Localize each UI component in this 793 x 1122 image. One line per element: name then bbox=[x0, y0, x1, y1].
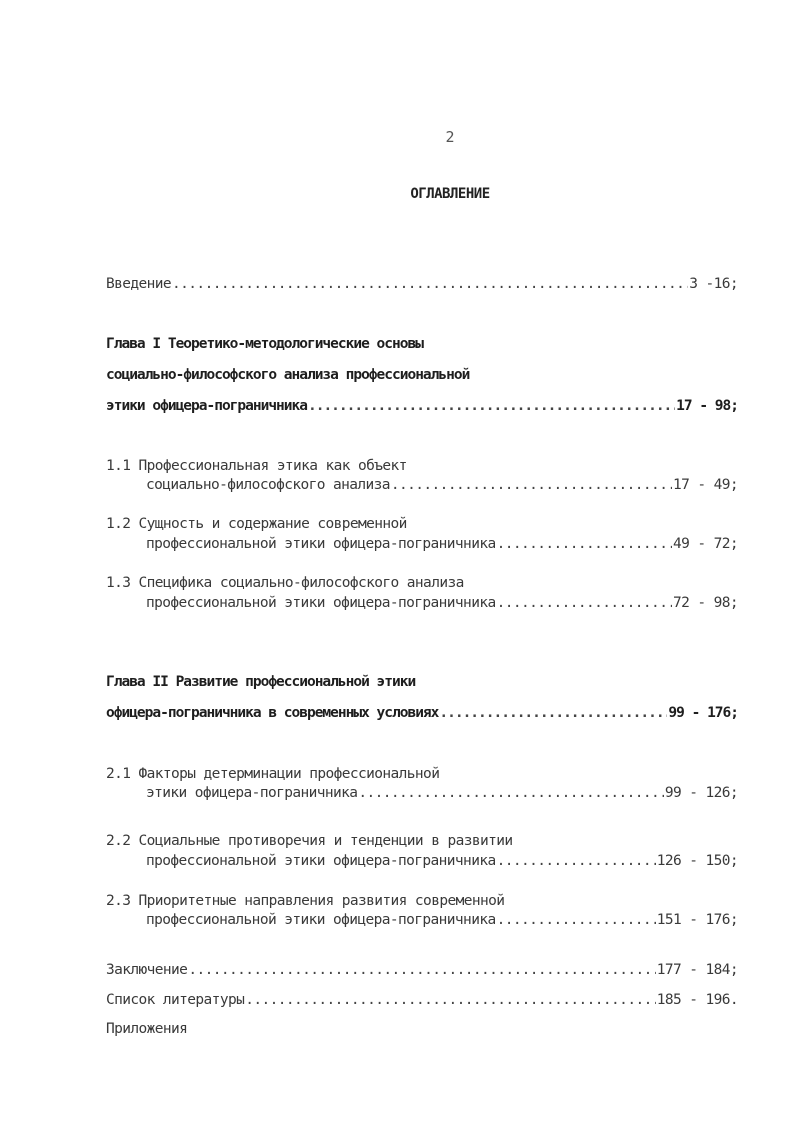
page-title: ОГЛАВЛЕНИЕ bbox=[410, 186, 490, 202]
toc-entry-title: Заключение bbox=[106, 962, 188, 978]
dot-leader bbox=[497, 910, 656, 930]
section-2-3-line-1: 2.3 Приоритетные направления развития современной bbox=[106, 893, 505, 909]
dot-leader bbox=[391, 475, 672, 495]
toc-entry-introduction bbox=[106, 274, 738, 294]
toc-entry-pages: 72 - 98; bbox=[672, 595, 738, 611]
chapter-1-title-line-3: этики офицера-пограничника ..... 17 - 98; bbox=[106, 396, 738, 416]
dot-leader bbox=[172, 274, 688, 294]
dot-leader bbox=[497, 851, 656, 871]
section-1-1-line-2: социально-философского анализа ..... 17 - 49; bbox=[146, 475, 738, 495]
chapter-1-title-line-1: Глава I Теоретико-методологические основы bbox=[106, 336, 423, 352]
toc-entry-pages: 151 - 176; bbox=[656, 912, 738, 928]
section-2-2-line-2: профессиональной этики офицера-пограничника ..... 126 - 150; bbox=[146, 851, 738, 871]
toc-entry-pages: 49 - 72; bbox=[672, 536, 738, 552]
section-2-1-line-2: этики офицера-пограничника ..... 99 - 126; bbox=[146, 783, 738, 803]
section-1-2-line-1: 1.2 Сущность и содержание современной bbox=[106, 516, 407, 532]
dot-leader bbox=[188, 960, 655, 980]
section-2-2-line-1: 2.2 Социальные противоречия и тенденции в развитии bbox=[106, 833, 513, 849]
toc-entry-pages: 177 - 184; bbox=[656, 962, 738, 978]
dot-leader bbox=[308, 396, 675, 416]
toc-entry-pages: 17 - 98; bbox=[676, 398, 738, 414]
toc-entry-pages: 185 - 196. bbox=[656, 992, 738, 1008]
toc-entry-pages: 3 -16; bbox=[689, 276, 738, 292]
chapter-1-title-line-2: социально-философского анализа профессиональной bbox=[106, 367, 470, 383]
dot-leader bbox=[358, 783, 663, 803]
page-number: 2 bbox=[445, 128, 455, 146]
toc-entry-conclusion bbox=[106, 960, 738, 980]
toc-entry-pages: 99 - 126; bbox=[664, 785, 738, 801]
section-1-1-line-1: 1.1 Профессиональная этика как объект bbox=[106, 458, 407, 474]
chapter-2-title-line-1: Глава II Развитие профессиональной этики bbox=[106, 674, 416, 690]
toc-entry-title: Список литературы bbox=[106, 992, 245, 1008]
dot-leader bbox=[497, 534, 672, 554]
toc-entry-pages: 126 - 150; bbox=[656, 853, 738, 869]
section-1-3-line-2: профессиональной этики офицера-пограничника ..... 72 - 98; bbox=[146, 593, 738, 613]
chapter-2-title-line-2: офицера-пограничника в современных условиях ..... 99 - 176; bbox=[106, 703, 738, 723]
dot-leader bbox=[439, 703, 667, 723]
toc-entry-pages: 17 - 49; bbox=[672, 477, 738, 493]
section-2-1-line-1: 2.1 Факторы детерминации профессиональной bbox=[106, 766, 440, 782]
dot-leader bbox=[497, 593, 672, 613]
dot-leader bbox=[245, 990, 655, 1010]
section-2-3-line-2: профессиональной этики офицера-пограничника ..... 151 - 176; bbox=[146, 910, 738, 930]
toc-entry-title: Введение bbox=[106, 276, 172, 292]
toc-entry-pages: 99 - 176; bbox=[668, 705, 738, 721]
section-1-2-line-2: профессиональной этики офицера-пограничника ..... 49 - 72; bbox=[146, 534, 738, 554]
toc-entry-appendix: Приложения bbox=[106, 1021, 188, 1037]
section-1-3-line-1: 1.3 Специфика социально-философского анализа bbox=[106, 575, 464, 591]
toc-entry-references bbox=[106, 990, 738, 1010]
